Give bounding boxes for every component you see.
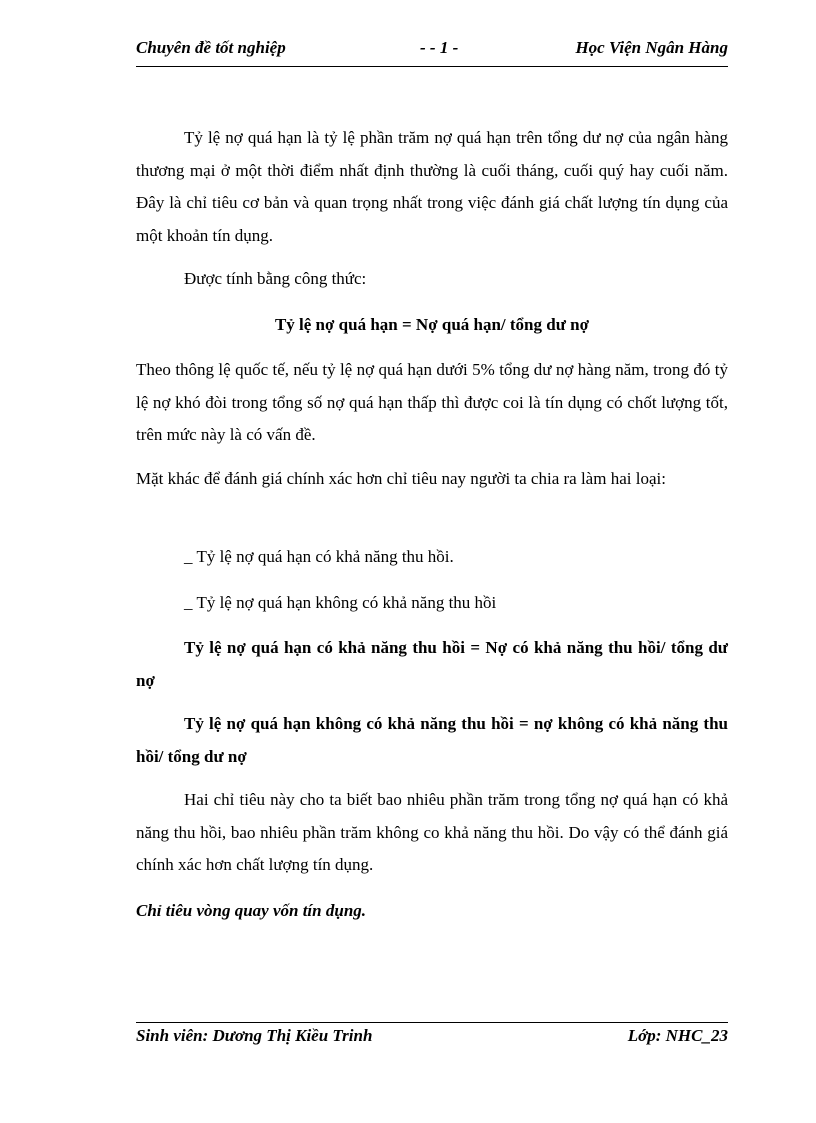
page-footer — [136, 1026, 728, 1052]
paragraph-text: Hai chỉ tiêu này cho ta biết bao nhiêu phần trăm trong tổng nợ quá hạn có khả năng thu hồi, bao nhiêu phần trăm không co khả năng thu hồi. Do vậy có thể đánh giá chính xác hơn chất lượng tín dụng. — [136, 790, 728, 874]
formula-text: Tỷ lệ nợ quá hạn có khả năng thu hồi = Nợ có khả năng thu hồi/ tổng dư nợ — [136, 638, 728, 690]
section-heading — [136, 895, 728, 928]
paragraph-text: Được tính bằng công thức: — [184, 269, 367, 288]
formula-recoverable-ratio — [136, 632, 728, 697]
footer-student: Sinh viên: Dương Thị Kiều Trinh — [136, 1026, 373, 1045]
header-title: Chuyên đề tốt nghiệp — [136, 38, 286, 57]
list-item-text: _ Tỷ lệ nợ quá hạn không có khả năng thu hồi — [184, 593, 497, 612]
paragraph-conclusion — [136, 784, 728, 882]
list-item-unrecoverable — [136, 587, 728, 620]
page-number: - - 1 - — [420, 38, 459, 57]
footer-divider — [136, 1022, 728, 1023]
list-item-recoverable — [136, 541, 728, 574]
list-item-text: _ Tỷ lệ nợ quá hạn có khả năng thu hồi. — [184, 547, 454, 566]
paragraph-text: Theo thông lệ quốc tế, nếu tỷ lệ nợ quá hạn dưới 5% tổng dư nợ hàng năm, trong đó tỷ lệ nợ khó đòi trong tổng số nợ quá hạn thấp thì được coi là tín dụng có chốt lượng tốt, trên mức này là có vấn đề. — [136, 360, 728, 444]
page-header — [136, 38, 728, 64]
paragraph-international-practice — [136, 354, 728, 452]
section-heading-text: Chỉ tiêu vòng quay vốn tín dụng. — [136, 901, 367, 920]
footer-class: Lớp: NHC_23 — [627, 1026, 728, 1045]
paragraph-definition — [136, 122, 728, 252]
formula-text: Tỷ lệ nợ quá hạn = Nợ quá hạn/ tổng dư nợ — [274, 315, 590, 334]
paragraph-text: Tỷ lệ nợ quá hạn là tỷ lệ phần trăm nợ quá hạn trên tổng dư nợ của ngân hàng thương mại ở một thời điểm nhất định thường là cuối tháng, cuối quý hay cuối năm. Đây là chỉ tiêu cơ bản và quan trọng nhất trong việc đánh giá chất lượng tín dụng của một khoản tín dụng. — [136, 128, 728, 245]
header-divider — [136, 66, 728, 67]
formula-text: Tỷ lệ nợ quá hạn không có khả năng thu hồi = nợ không có khả năng thu hồi/ tổng dư nợ — [136, 714, 728, 766]
paragraph-formula-intro — [136, 263, 728, 296]
paragraph-text: Mặt khác để đánh giá chính xác hơn chỉ tiêu nay người ta chia ra làm hai loại: — [136, 469, 666, 488]
formula-unrecoverable-ratio — [136, 708, 728, 773]
header-institution: Học Viện Ngân Hàng — [575, 38, 728, 57]
paragraph-classification — [136, 463, 728, 496]
formula-overdue-ratio — [136, 309, 728, 342]
